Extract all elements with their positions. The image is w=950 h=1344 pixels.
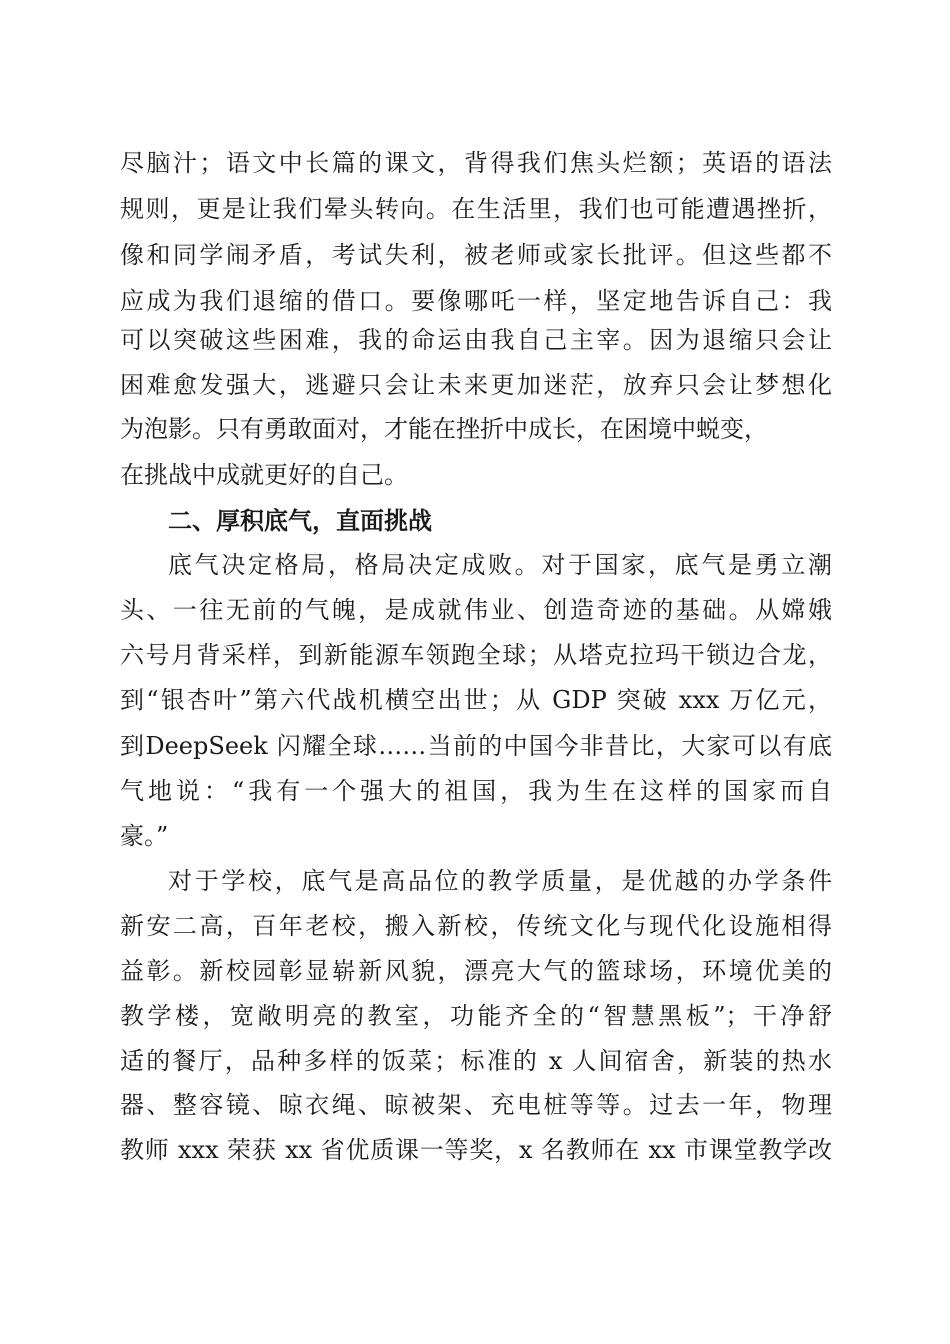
paragraph-line: 益彰。新校园彰显崭新风貌，漂亮大气的篮球场，环境优美的 (120, 957, 832, 985)
paragraph-line: 教学楼，宽敞明亮的教室，功能齐全的“智慧黑板”；干净舒 (120, 1002, 832, 1030)
paragraph-line: 应成为我们退缩的借口。要像哪吒一样，坚定地告诉自己：我 (120, 287, 832, 315)
paragraph-line: 头、一往无前的气魄，是成就伟业、创造奇迹的基础。从嫦娥 (120, 596, 832, 624)
paragraph-line: 新安二高，百年老校，搬入新校，传统文化与现代化设施相得 (120, 912, 832, 940)
paragraph-line: 困难愈发强大，逃避只会让未来更加迷茫，放弃只会让梦想化 (120, 371, 832, 399)
paragraph-line: 可以突破这些困难，我的命运由我自己主宰。因为退缩只会让 (120, 326, 832, 354)
paragraph-line: 为泡影。只有勇敢面对，才能在挫折中成长，在困境中蜕变， (120, 415, 768, 443)
paragraph-line: 器、整容镜、晾衣绳、晾被架、充电桩等等。过去一年，物理 (120, 1091, 832, 1119)
paragraph-line: 规则，更是让我们晕头转向。在生活里，我们也可能遭遇挫折， (120, 195, 832, 223)
paragraph-line: 六号月背采样，到新能源车领跑全球；从塔克拉玛干锁边合龙， (120, 641, 832, 669)
paragraph-line: 气地说：“我有一个强大的祖国，我为生在这样的国家而自 (120, 777, 832, 805)
paragraph-line: 豪。” (120, 822, 169, 850)
paragraph-line: 教师 xxx 荣获 xx 省优质课一等奖，x 名教师在 xx 市课堂教学改 (120, 1136, 832, 1164)
paragraph-line: 尽脑汁；语文中长篇的课文，背得我们焦头烂额；英语的语法 (120, 149, 832, 177)
paragraph-line: 底气决定格局，格局决定成败。对于国家，底气是勇立潮 (168, 551, 832, 579)
section-heading: 二、厚积底气，直面挑战 (168, 507, 432, 535)
paragraph-line: 适的餐厅，品种多样的饭菜；标准的 x 人间宿舍，新装的热水 (120, 1047, 832, 1075)
paragraph-line: 像和同学闹矛盾，考试失利，被老师或家长批评。但这些都不 (120, 241, 832, 269)
paragraph-line: 到“银杏叶”第六代战机横空出世；从 GDP 突破 xxx 万亿元， (120, 686, 832, 714)
paragraph-line: 到DeepSeek 闪耀全球……当前的中国今非昔比，大家可以有底 (120, 732, 832, 760)
paragraph-line: 对于学校，底气是高品位的教学质量，是优越的办学条件 (168, 867, 832, 895)
paragraph-line: 在挑战中成就更好的自己。 (120, 461, 408, 489)
